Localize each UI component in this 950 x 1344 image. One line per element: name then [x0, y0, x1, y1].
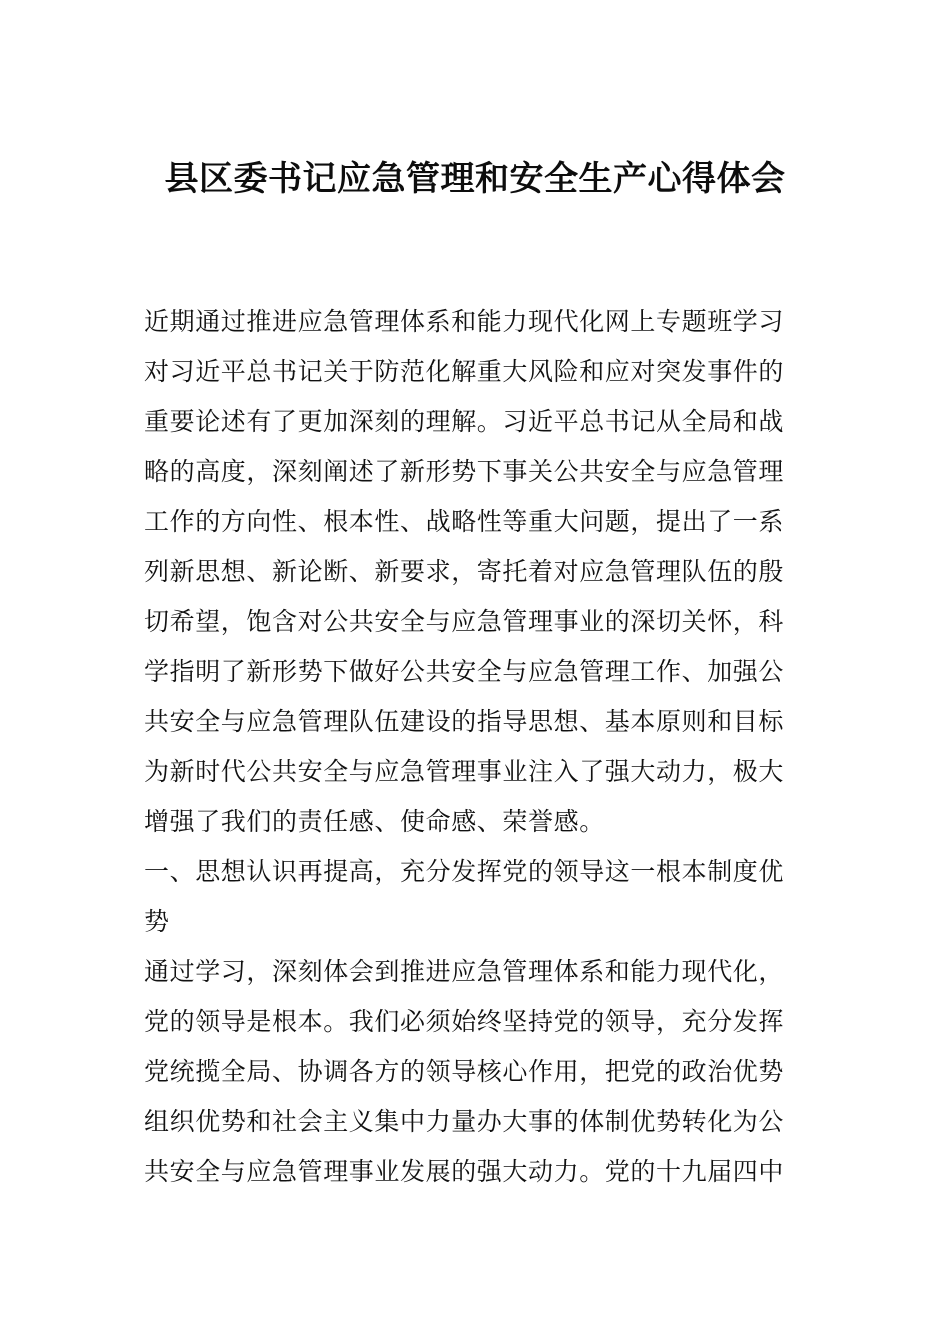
body-line: 对习近平总书记关于防范化解重大风险和应对突发事件的	[144, 357, 785, 386]
body-line: 略的高度，深刻阐述了新形势下事关公共安全与应急管理	[144, 457, 785, 486]
body-line: 共安全与应急管理事业发展的强大动力。党的十九届四中	[144, 1157, 785, 1186]
body-line: 党统揽全局、协调各方的领导核心作用，把党的政治优势	[144, 1057, 785, 1086]
body-line: 重要论述有了更加深刻的理解。习近平总书记从全局和战	[144, 407, 785, 436]
body-line: 党的领导是根本。我们必须始终坚持党的领导，充分发挥	[144, 1007, 785, 1036]
body-line: 组织优势和社会主义集中力量办大事的体制优势转化为公	[144, 1107, 785, 1136]
body-line: 为新时代公共安全与应急管理事业注入了强大动力，极大	[144, 757, 785, 786]
body-line: 学指明了新形势下做好公共安全与应急管理工作、加强公	[144, 657, 785, 686]
body-line: 近期通过推进应急管理体系和能力现代化网上专题班学习	[144, 307, 785, 336]
body-line: 通过学习，深刻体会到推进应急管理体系和能力现代化，	[144, 957, 785, 986]
section-heading-line: 一、思想认识再提高，充分发挥党的领导这一根本制度优	[144, 857, 785, 886]
body-line: 切希望，饱含对公共安全与应急管理事业的深切关怀，科	[144, 607, 785, 636]
document-title: 县区委书记应急管理和安全生产心得体会	[164, 159, 786, 199]
body-line: 增强了我们的责任感、使命感、荣誉感。	[144, 807, 605, 836]
body-line: 工作的方向性、根本性、战略性等重大问题，提出了一系	[144, 507, 785, 536]
body-line: 列新思想、新论断、新要求，寄托着对应急管理队伍的殷	[144, 557, 785, 586]
section-heading-line: 势	[144, 907, 170, 936]
body-line: 共安全与应急管理队伍建设的指导思想、基本原则和目标	[144, 707, 785, 736]
document-body	[144, 297, 808, 1197]
